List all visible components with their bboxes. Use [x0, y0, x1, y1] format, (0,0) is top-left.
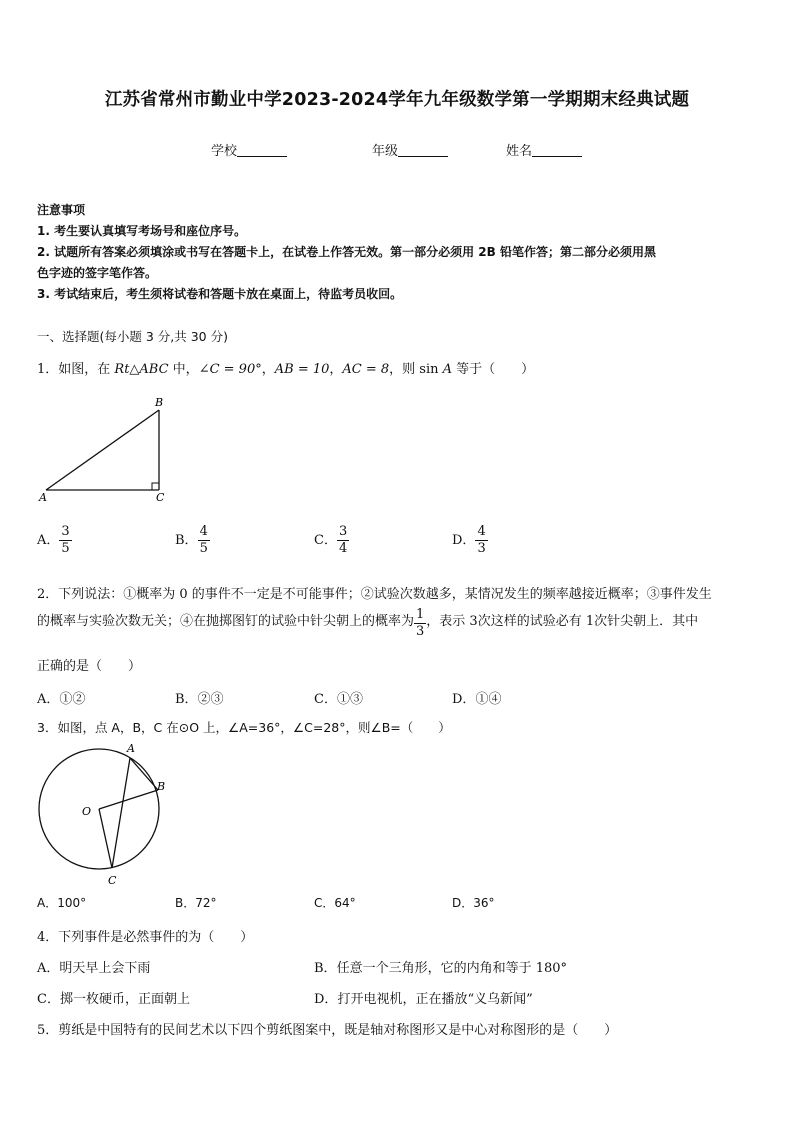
- q1-option-c[interactable]: [314, 524, 349, 557]
- q1-suffix: 等于（ ）: [452, 362, 535, 377]
- q2-line2a: 的概率与实验次数无关；④在抛掷图钉的试验中针尖朝上的概率为: [37, 614, 415, 629]
- q2-option-d[interactable]: [452, 688, 501, 707]
- q3-option-b[interactable]: [175, 894, 217, 911]
- q3-option-b-letter: B．: [175, 896, 196, 910]
- notes-item-3: 3. 考试结束后，考生须将试卷和答题卡放在桌面上，待监考员收回。: [37, 287, 403, 301]
- q2-fraction: [414, 607, 426, 640]
- notes-item-1: 1. 考生要认真填写考场号和座位序号。: [37, 224, 247, 238]
- school-blank: [237, 144, 287, 157]
- q1-angle: ∠C = 90°: [198, 362, 262, 377]
- q3-chord-ab: [130, 758, 158, 790]
- q1-option-b-den: 5: [199, 541, 208, 556]
- q1-right-angle-mark: [152, 483, 159, 490]
- q4-option-a-text: 明天早上会下雨: [59, 961, 151, 976]
- q3-option-c[interactable]: [314, 894, 356, 911]
- exam-title: 江苏省常州市勤业中学2023-2024学年九年级数学第一学期期末经典试题: [104, 90, 690, 110]
- q4-option-a[interactable]: [37, 957, 150, 976]
- q1-label-c: C: [156, 491, 165, 504]
- q2-option-b[interactable]: [175, 688, 224, 707]
- q1-label-b: B: [155, 396, 164, 409]
- question-2-line-3: 正确的是（ ）: [37, 659, 142, 674]
- q1-option-a-den: 5: [61, 541, 70, 556]
- q4-option-c-text: 掷一枚硬币，正面朝上: [59, 992, 190, 1007]
- q1-option-c-fraction: [337, 524, 349, 557]
- q1-label-a: A: [39, 491, 47, 504]
- grade-label: 年级: [372, 144, 399, 159]
- q3-option-d-text: 36°: [473, 896, 495, 910]
- q3-segment-ob: [99, 790, 158, 809]
- q4-option-d-letter: D．: [314, 992, 338, 1007]
- q1-side-ab: [46, 410, 159, 490]
- q3-option-a-letter: A．: [37, 896, 58, 910]
- notes-block: [37, 200, 656, 305]
- q2-option-b-letter: B．: [175, 692, 198, 707]
- question-4-stem: 4．下列事件是必然事件的为（ ）: [37, 930, 254, 945]
- q3-option-a-text: 100°: [57, 896, 87, 910]
- q1-mid4: ，则 sin: [389, 362, 443, 377]
- q1-triangle-figure: [36, 392, 176, 504]
- q3-label-a: A: [127, 742, 135, 755]
- q1-option-a-letter: A．: [37, 533, 60, 548]
- q2-option-c-letter: C．: [314, 692, 337, 707]
- q2-frac-num: 1: [416, 607, 425, 622]
- q2-option-a[interactable]: [37, 688, 85, 707]
- q1-triangle: Rt△ABC: [114, 362, 169, 377]
- q1-option-b-num: 4: [199, 524, 208, 539]
- q1-option-b[interactable]: [175, 524, 210, 557]
- q1-option-c-letter: C．: [314, 533, 337, 548]
- q4-option-b-letter: B．: [314, 961, 337, 976]
- name-blank: [532, 144, 582, 157]
- q1-option-a-num: 3: [61, 524, 70, 539]
- q1-option-d-letter: D．: [452, 533, 476, 548]
- q3-circle-figure: [34, 740, 174, 890]
- q3-option-c-letter: C．: [314, 896, 335, 910]
- q1-option-c-num: 3: [338, 524, 348, 539]
- q1-option-a[interactable]: [37, 524, 72, 557]
- school-field: [211, 140, 287, 159]
- q4-option-b-text: 任意一个三角形，它的内角和等于 180°: [336, 961, 568, 976]
- q2-line2b: ，表示 3次这样的试验必有 1次针尖朝上．其中: [426, 614, 699, 629]
- q3-option-d[interactable]: [452, 894, 495, 911]
- q1-mid3: ，: [329, 362, 343, 377]
- q1-ab: AB = 10: [274, 362, 330, 377]
- q3-segment-oc: [99, 809, 112, 868]
- q2-option-a-letter: A．: [37, 692, 60, 707]
- q1-a: A: [442, 362, 453, 377]
- section-heading: 一、选择题(每小题 3 分,共 30 分): [37, 329, 228, 344]
- q1-option-d-num: 4: [477, 524, 486, 539]
- question-3-stem: 3．如图，点 A，B，C 在⊙O 上，∠A=36°，∠C=28°，则∠B=（ ）: [37, 720, 451, 735]
- q1-option-d[interactable]: [452, 524, 488, 557]
- q3-label-o: O: [82, 805, 92, 818]
- q1-option-d-fraction: [475, 524, 487, 557]
- name-field: [506, 140, 582, 159]
- notes-item-2-cont: 色字迹的签字笔作答。: [37, 266, 158, 280]
- q4-option-c[interactable]: [37, 988, 190, 1007]
- q4-option-d[interactable]: [314, 988, 533, 1007]
- school-label: 学校: [211, 144, 238, 159]
- q3-option-a[interactable]: [37, 894, 86, 911]
- q1-mid1: 中，: [168, 362, 199, 377]
- q3-option-d-letter: D．: [452, 896, 474, 910]
- q1-option-b-letter: B．: [175, 533, 198, 548]
- notes-item-2: 2. 试题所有答案必须填涂或书写在答题卡上，在试卷上作答无效。第一部分必须用 2B 铅笔作答；第二部分必须用黑: [37, 245, 656, 259]
- q4-option-a-letter: A．: [37, 961, 60, 976]
- q2-option-b-text: ②③: [197, 692, 224, 707]
- q1-option-a-fraction: [59, 524, 71, 557]
- q1-ac: AC = 8: [342, 362, 390, 377]
- q1-prefix: 1．如图，在: [37, 362, 115, 377]
- q2-option-d-letter: D．: [452, 692, 476, 707]
- q2-option-d-text: ①④: [475, 692, 502, 707]
- q2-option-a-text: ①②: [59, 692, 86, 707]
- q3-label-c: C: [108, 874, 117, 887]
- q3-option-b-text: 72°: [195, 896, 217, 910]
- question-2-line-2: [37, 607, 698, 640]
- q3-option-c-text: 64°: [334, 896, 356, 910]
- q1-option-d-den: 3: [477, 541, 486, 556]
- q1-option-b-fraction: [198, 524, 210, 557]
- question-5-stem: 5．剪纸是中国特有的民间艺术以下四个剪纸图案中，既是轴对称图形又是中心对称图形的是（ ）: [37, 1023, 618, 1038]
- q4-option-b[interactable]: [314, 957, 567, 976]
- q4-option-d-text: 打开电视机，正在播放“义乌新闻”: [337, 992, 533, 1007]
- q1-mid2: ，: [261, 362, 275, 377]
- grade-field: [372, 140, 448, 159]
- q1-option-c-den: 4: [338, 541, 348, 556]
- question-2-line-1: 2．下列说法：①概率为 0 的事件不一定是不可能事件；②试验次数越多，某情况发生的频率越接近概率；③事件发生: [37, 587, 712, 602]
- q4-option-c-letter: C．: [37, 992, 60, 1007]
- notes-heading: 注意事项: [37, 203, 86, 217]
- q3-chord-ac: [112, 758, 130, 868]
- question-1-stem: [37, 358, 534, 377]
- name-label: 姓名: [506, 144, 533, 159]
- grade-blank: [398, 144, 448, 157]
- q2-frac-den: 3: [416, 624, 425, 639]
- q2-option-c-text: ①③: [336, 692, 363, 707]
- q2-option-c[interactable]: [314, 688, 363, 707]
- q3-label-b: B: [157, 780, 166, 793]
